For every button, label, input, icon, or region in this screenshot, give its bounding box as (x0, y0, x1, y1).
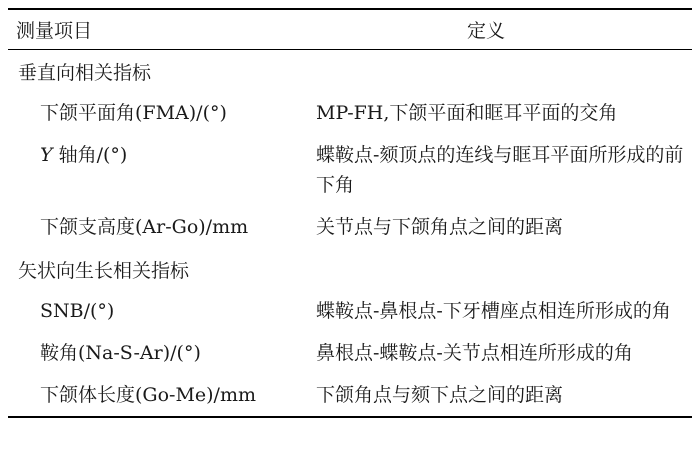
row-definition: 下颌角点与颏下点之间的距离 (316, 384, 564, 406)
table-row (8, 92, 692, 134)
table-row (8, 134, 692, 206)
group-title-sagittal: 矢状向生长相关指标 (18, 259, 190, 282)
row-item: 下颌体长度(Go-Me)/mm (40, 384, 256, 406)
row-item: 鞍角(Na-S-Ar)/(°) (40, 342, 201, 364)
row-item: 下颌支高度(Ar-Go)/mm (40, 216, 249, 238)
header-definition: 定义 (466, 20, 505, 42)
row-item: 下颌平面角(FMA)/(°) (40, 102, 227, 124)
row-definition: 蝶鞍点-鼻根点-下牙槽座点相连所形成的角 (316, 300, 671, 322)
table-row (8, 332, 692, 374)
table-row (8, 290, 692, 332)
row-item: SNB/(°) (40, 300, 115, 322)
measurement-table (8, 8, 692, 418)
table-header (8, 10, 692, 50)
row-item-text: 轴角/(°) (52, 144, 128, 166)
table-row (8, 374, 692, 416)
header-item: 测量项目 (16, 20, 93, 42)
row-definition: 蝶鞍点-颏顶点的连线与眶耳平面所形成的前下角 (316, 144, 684, 196)
table-row (8, 206, 692, 248)
row-definition: MP-FH,下颌平面和眶耳平面的交角 (316, 102, 618, 124)
row-definition: 关节点与下颌角点之间的距离 (316, 216, 564, 238)
group-title-vertical: 垂直向相关指标 (18, 61, 152, 84)
row-item (8, 140, 300, 200)
row-definition: 鼻根点-蝶鞍点-关节点相连所形成的角 (316, 342, 633, 364)
row-item-italic: Y (40, 144, 53, 166)
